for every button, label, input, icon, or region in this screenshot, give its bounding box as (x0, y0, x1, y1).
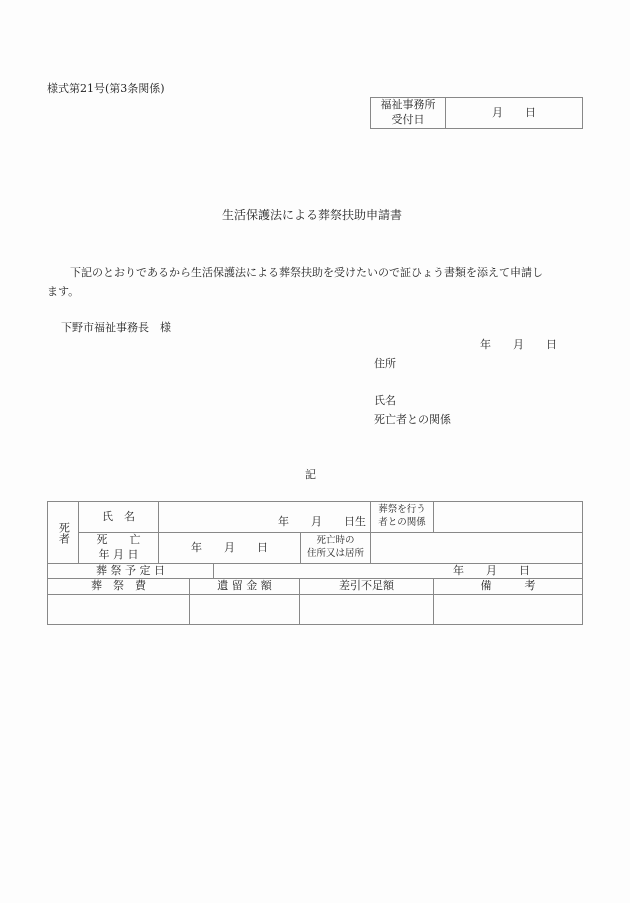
document-title: 生活保護法による葬祭扶助申請書 (222, 208, 403, 222)
remaining-money-field[interactable] (189, 594, 300, 625)
body-text-line1: 下記のとおりであるから生活保護法による葬祭扶助を受けたいので証ひょう書類を添えて申請し (70, 266, 543, 279)
remarks-field[interactable] (433, 594, 583, 625)
ki-heading: 記 (305, 468, 316, 481)
death-date-field[interactable]: 年 月 日 (158, 532, 301, 564)
header-funeral-cost: 葬 祭 費 (47, 578, 190, 595)
address-at-death-label (300, 532, 371, 564)
funeral-cost-field[interactable] (47, 594, 190, 625)
header-remaining-money: 遺 留 金 額 (189, 578, 300, 595)
funeral-date-label: 葬 祭 予 定 日 (47, 563, 214, 579)
address-at-death-label-line2: 住所又は居所 (306, 548, 364, 559)
death-date-label-line1: 死 亡 (96, 533, 141, 547)
header-shortfall: 差引不足額 (299, 578, 434, 595)
funeral-date-field[interactable]: 年 月 日 (213, 563, 583, 579)
address-at-death-label-line1: 死亡時の (316, 535, 355, 547)
address-at-death-field[interactable] (370, 532, 583, 564)
deceased-name-label: 氏 名 (78, 501, 159, 533)
relation-header-line2: 者との関係 (378, 517, 426, 528)
relation-header (370, 501, 434, 533)
form-number: 様式第21号(第3条関係) (47, 82, 165, 95)
death-date-label (78, 532, 159, 564)
body-text-line2: ます。 (47, 285, 80, 298)
name-label: 氏名 (374, 394, 396, 407)
shortfall-field[interactable] (299, 594, 434, 625)
reception-label-line2: 受付日 (391, 113, 425, 126)
application-date[interactable]: 年 月 日 (480, 338, 557, 351)
addressee: 下野市福祉事務長 様 (61, 321, 171, 334)
header-remarks: 備 考 (433, 578, 583, 595)
reception-label (370, 97, 446, 129)
reception-date-field[interactable]: 月 日 (445, 97, 583, 129)
deceased-name-field[interactable]: 年 月 日生 (158, 501, 371, 533)
relation-label: 死亡者との関係 (374, 413, 451, 426)
death-date-label-line2: 年 月 日 (98, 548, 139, 561)
reception-label-line1: 福祉事務所 (380, 98, 436, 112)
relation-field[interactable] (433, 501, 583, 533)
deceased-label: 死者 (47, 501, 79, 564)
relation-header-line1: 葬祭を行う (378, 504, 426, 516)
address-label: 住所 (374, 357, 396, 370)
